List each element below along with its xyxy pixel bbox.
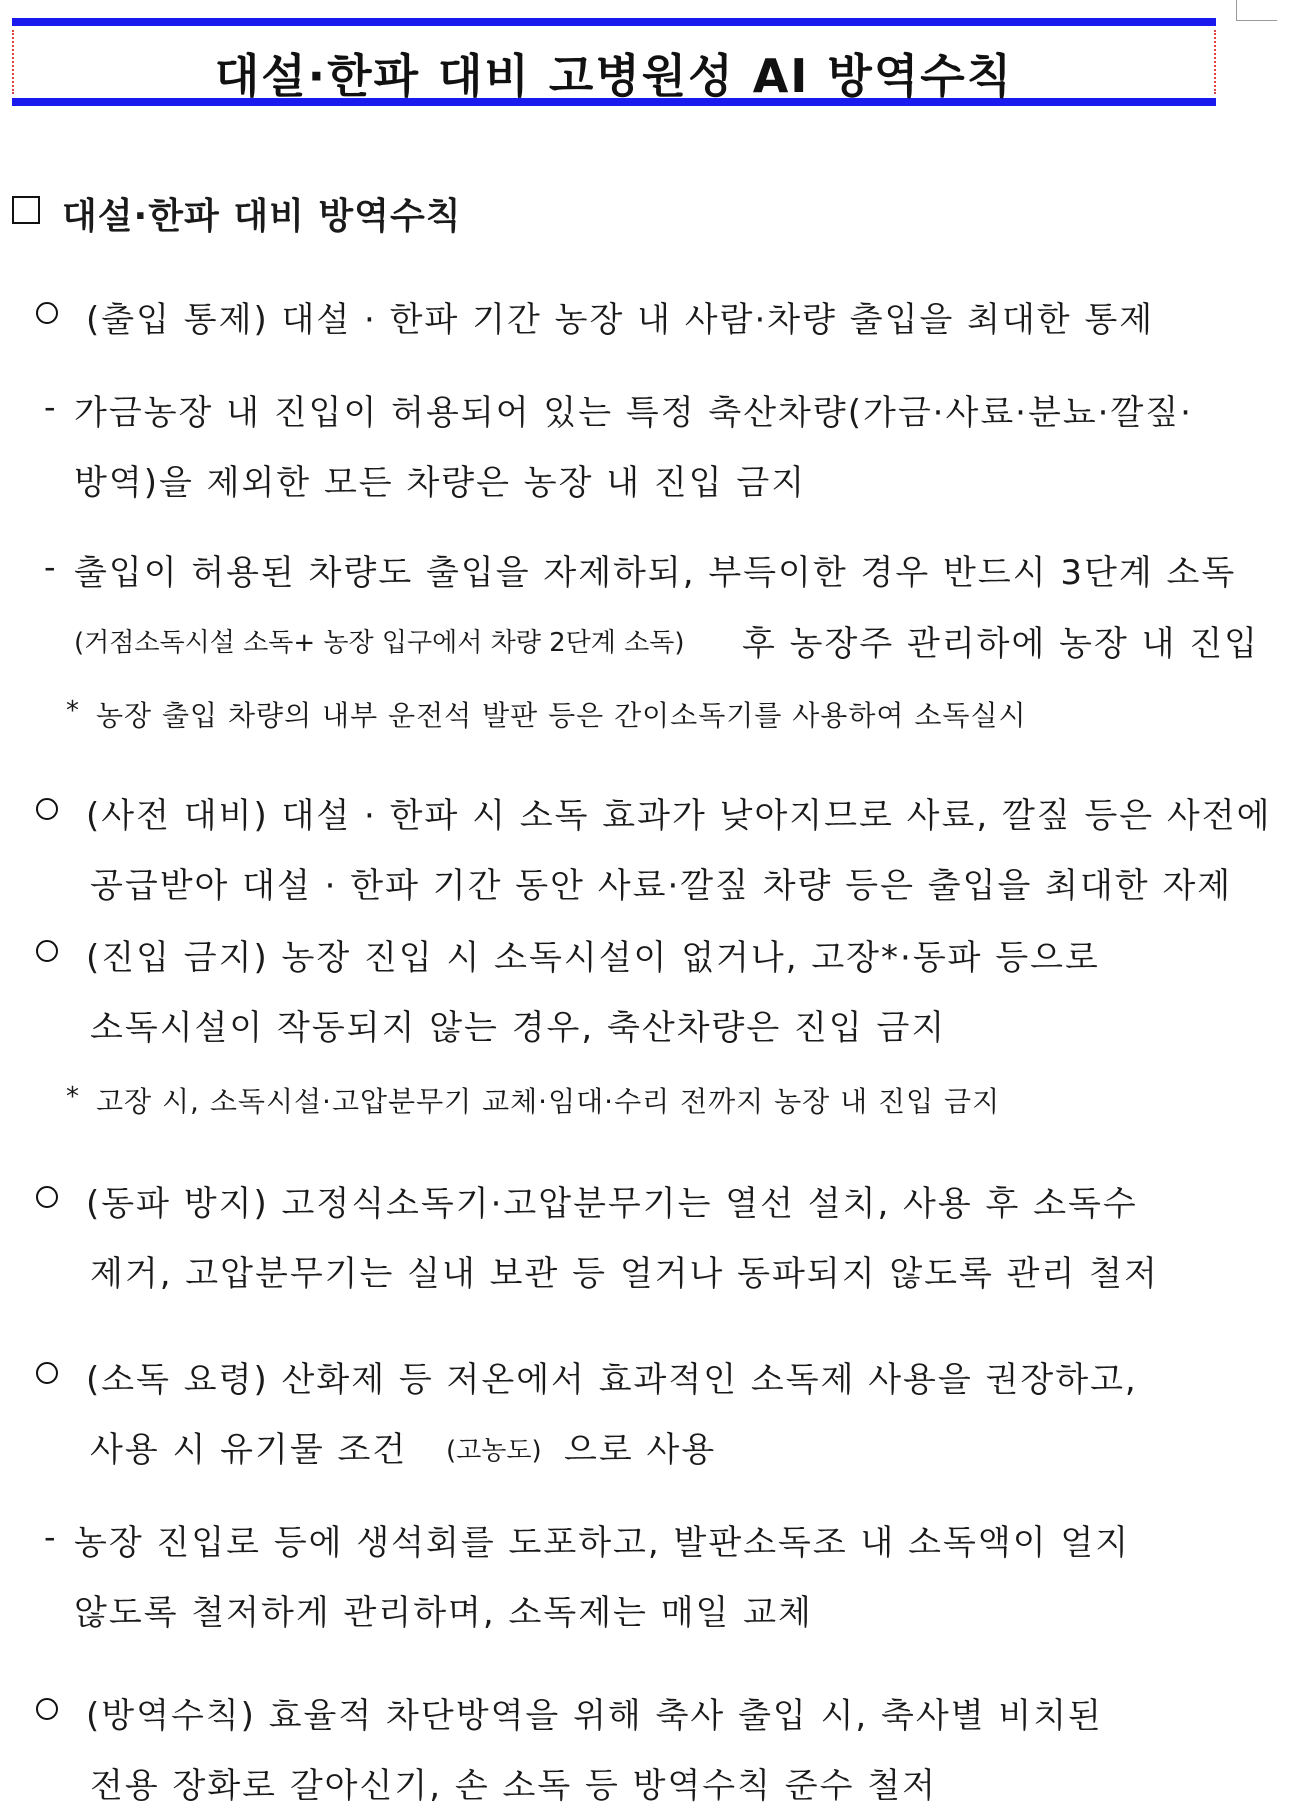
title-box: [12, 18, 1216, 106]
page-corner-mark: [1236, 0, 1277, 21]
item-dash2-line1: 출입이 허용된 차량도 출입을 자제하되, 부득이한 경우 반드시 3단계 소독: [74, 553, 1237, 593]
dash-marker: -: [44, 1518, 56, 1556]
item-ban-line1: (진입 금지) 농장 진입 시 소독시설이 없거나, 고장*·동파 등으로: [86, 938, 1100, 978]
item-freeze-line1: (동파 방지) 고정식소독기·고압분무기는 열선 설치, 사용 후 소독수: [86, 1184, 1138, 1224]
item-dash3-line2: 않도록 철저하게 관리하며, 소독제는 매일 교체: [74, 1593, 813, 1633]
document-title: 대설·한파 대비 고병원성 AI 방역수칙: [214, 49, 1014, 103]
item-freeze-line2: 제거, 고압분무기는 실내 보관 등 얼거나 동파되지 않도록 관리 철저: [90, 1254, 1159, 1294]
circle-bullet-icon: [36, 1698, 58, 1720]
dash-marker: -: [44, 388, 56, 426]
item-dash2-line2b: 후 농장주 관리하에 농장 내 진입: [742, 624, 1260, 664]
item-prep-line2: 공급받아 대설 · 한파 기간 동안 사료·깔짚 차량 등은 출입을 최대한 자제: [90, 866, 1233, 906]
item-disinfect-line2c: 으로 사용: [564, 1430, 717, 1470]
note-broken-facility: 고장 시, 소독시설·고압분무기 교체·임대·수리 전까지 농장 내 진입 금지: [96, 1085, 1001, 1118]
note-vehicle-disinfection: 농장 출입 차량의 내부 운전석 발판 등은 간이소독기를 사용하여 소독실시: [96, 699, 1027, 732]
item-rules-line2: 전용 장화로 갈아신기, 손 소독 등 방역수칙 준수 철저: [90, 1766, 937, 1806]
item-ban-line2: 소독시설이 작동되지 않는 경우, 축산차량은 진입 금지: [90, 1008, 947, 1048]
circle-bullet-icon: [36, 940, 58, 962]
circle-bullet-icon: [36, 1362, 58, 1384]
dash-marker: -: [44, 548, 56, 586]
note-star-marker: *: [66, 696, 79, 726]
circle-bullet-icon: [36, 798, 58, 820]
note-star-marker: *: [66, 1082, 79, 1112]
item-dash2-line2a: (거점소독시설 소독+ 농장 입구에서 차량 2단계 소독): [74, 628, 685, 658]
checkbox-icon: [12, 196, 40, 224]
item-rules-line1: (방역수칙) 효율적 차단방역을 위해 축사 출입 시, 축사별 비치된: [86, 1696, 1103, 1736]
item-prep-line1: (사전 대비) 대설 · 한파 시 소독 효과가 낮아지므로 사료, 깔짚 등은 사전에: [86, 796, 1272, 836]
circle-bullet-icon: [36, 302, 58, 324]
item-disinfect-line2a: 사용 시 유기물 조건: [90, 1430, 408, 1470]
circle-bullet-icon: [36, 1186, 58, 1208]
item-dash3-line1: 농장 진입로 등에 생석회를 도포하고, 발판소독조 내 소독액이 얼지: [74, 1523, 1131, 1563]
item-dash1-line1: 가금농장 내 진입이 허용되어 있는 특정 축산차량(가금·사료·분뇨·깔짚·: [74, 393, 1193, 433]
section-heading: 대설·한파 대비 방역수칙: [62, 196, 462, 237]
item-disinfect-line2b: (고농도): [446, 1436, 542, 1466]
item-entry-control: (출입 통제) 대설 · 한파 기간 농장 내 사람·차량 출입을 최대한 통제: [86, 300, 1155, 340]
item-dash1-line2: 방역)을 제외한 모든 차량은 농장 내 진입 금지: [74, 463, 807, 503]
item-disinfect-line1: (소독 요령) 산화제 등 저온에서 효과적인 소독제 사용을 권장하고,: [86, 1360, 1138, 1400]
